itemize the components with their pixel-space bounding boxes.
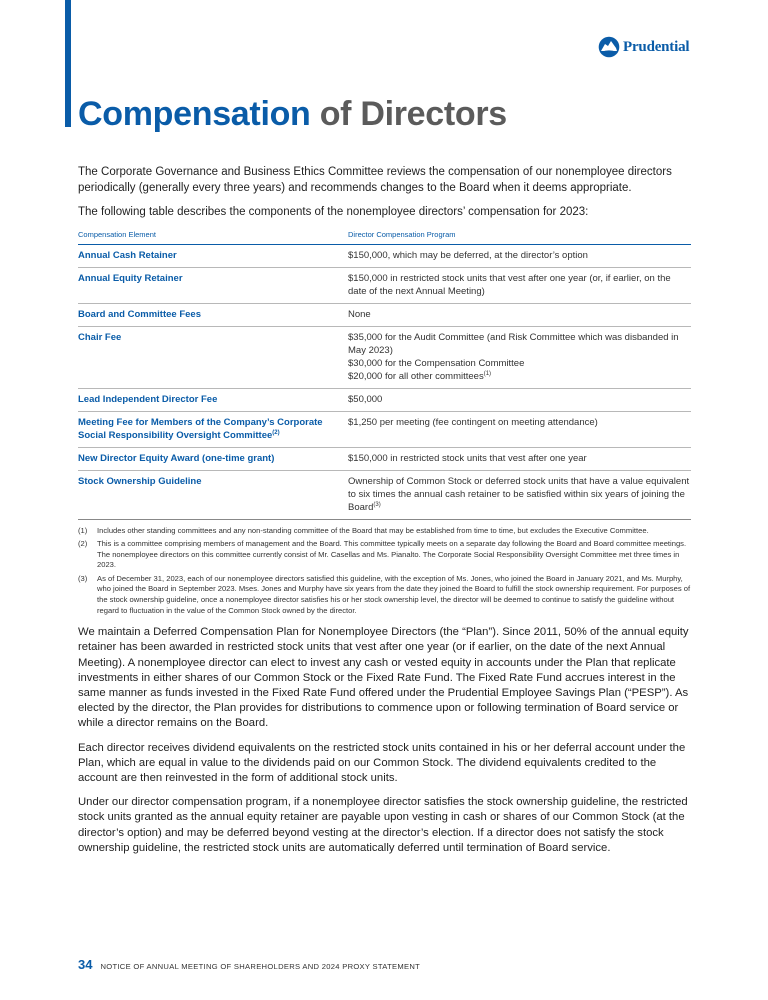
compensation-program: $150,000, which may be deferred, at the director’s option <box>348 244 691 267</box>
table-row <box>78 303 691 326</box>
footnote-text: Includes other standing committees and any non-standing committee of the Board that may be established from time to time, but excludes the Executive Committee. <box>97 525 649 535</box>
table-row <box>78 411 691 447</box>
table-row <box>78 470 691 519</box>
compensation-element: Chair Fee <box>78 326 348 388</box>
page-number: 34 <box>78 957 93 972</box>
compensation-element: Annual Cash Retainer <box>78 244 348 267</box>
table-row <box>78 388 691 411</box>
body-paragraph: We maintain a Deferred Compensation Plan for Nonemployee Directors (the “Plan”). Since 2011, 50% of the annual equity retainer has been awarded in restricted stock units that vest after one year (or if earlier, on the date of the next Annual Meeting). A nonemployee director can elect to invest any cash or vested equity in accounts under the Plan that replicate investments in either shares of our Common Stock or the Fixed Rate Fund. The Fixed Rate Fund accrues interest in the same manner as funds invested in the Fixed Rate Fund offered under the Prudential Employee Savings Plan (“PESP”). As elected by the director, the Plan provides for distributions to commence upon or following termination of Board service or while a director remains on the Board. <box>78 626 689 730</box>
footnote <box>78 539 692 571</box>
footnote-ref: (1) <box>483 370 492 377</box>
compensation-program: $1,250 per meeting (fee contingent on meeting attendance) <box>348 411 691 447</box>
footnote-ref: (2) <box>272 429 280 436</box>
title-rest: of Directors <box>319 95 507 133</box>
compensation-program: $150,000 in restricted stock units that vest after one year (or, if earlier, on the date of the next Annual Meeting) <box>348 267 691 303</box>
compensation-program: Ownership of Common Stock or deferred stock units that have a value equivalent to six times the annual cash retainer to be satisfied within six years of joining the Board$^{(3)}$ <box>348 470 691 519</box>
rock-of-gibraltar-icon <box>598 36 620 58</box>
table-header-row <box>78 230 691 245</box>
compensation-element: New Director Equity Award (one-time grant) <box>78 447 348 470</box>
intro-paragraph: The Corporate Governance and Business Ethics Committee reviews the compensation of our nonemployee directors periodically (generally every three years) and recommends changes to the Board when it deems appropriate. <box>78 166 672 194</box>
footnote <box>78 574 692 616</box>
compensation-table <box>78 230 691 520</box>
column-header: Compensation Element <box>78 230 348 245</box>
body-paragraph: Each director receives dividend equivalents on the restricted stock units contained in his or her deferral account under the Plan, which are equal in value to the dividends paid on our Common Stock. The dividend equivalents credited to the account are then reinvested in the form of additional stock units. <box>78 741 686 785</box>
intro-paragraph: The following table describes the components of the nonemployee directors’ compensation for 2023: <box>78 206 589 218</box>
compensation-element: Annual Equity Retainer <box>78 267 348 303</box>
footnote-number: (3) <box>78 573 88 583</box>
compensation-element: Meeting Fee for Members of the Company’s Corporate Social Responsibility Oversight Committee$^{(2)}$ <box>78 411 348 447</box>
table-row <box>78 447 691 470</box>
compensation-program: $150,000 in restricted stock units that vest after one year <box>348 447 691 470</box>
page-footer <box>78 957 420 972</box>
compensation-program: None <box>348 303 691 326</box>
accent-bar <box>65 0 71 127</box>
compensation-element: Stock Ownership Guideline <box>78 470 348 519</box>
footnote-number: (1) <box>78 525 88 535</box>
compensation-program: $35,000 for the Audit Committee (and Risk Committee which was disbanded in May 2023) $30,000 for the Compensation Committee $20,000 for all other committees$^{(1)}$ <box>348 326 691 388</box>
column-header: Director Compensation Program <box>348 230 691 245</box>
compensation-program: $50,000 <box>348 388 691 411</box>
title-emphasis: Compensation <box>78 95 311 133</box>
prudential-logo <box>598 36 689 58</box>
main-content <box>78 165 692 856</box>
body-paragraph: Under our director compensation program, if a nonemployee director satisfies the stock ownership guideline, the restricted stock units granted as the annual equity retainer are payable upon vesting in cash or shares of our Common Stock (at the director’s option) and may be deferred beyond vesting at the director’s election. If a director does not satisfy the stock ownership guideline, the restricted stock units are automatically deferred until termination of Board service. <box>78 796 688 854</box>
footnote <box>78 526 692 537</box>
compensation-element: Board and Committee Fees <box>78 303 348 326</box>
footnotes <box>78 526 692 617</box>
compensation-element: Lead Independent Director Fee <box>78 388 348 411</box>
footnote-text: As of December 31, 2023, each of our nonemployee directors satisfied this guideline, with the exception of Ms. Jones, who joined the Board in January 2021, and Ms. Murphy, who joined the Board in September 2023. Mses. Jones and Murphy have six years from the date they joined the Board to fulfill the stock ownership requirement. For purposes of the stock ownership guideline, once a nonemployee director satisfies his or her stock ownership level, the director will be deemed to continue to satisfy the guideline without regard to fluctuation in the value of the Common Stock owned by the director. <box>97 573 691 615</box>
footnote-text: This is a committee comprising members of management and the Board. This committee typically meets on a separate day following the Board and Board committee meetings. The nonemployee directors on this committee currently consist of Mr. Casellas and Ms. Pianalto. The Corporate Social Responsibility Oversight Committee met three times in 2023. <box>97 539 687 570</box>
table-row <box>78 326 691 388</box>
footer-text: NOTICE OF ANNUAL MEETING OF SHAREHOLDERS AND 2024 PROXY STATEMENT <box>100 962 421 971</box>
page-title <box>78 93 507 135</box>
logo-wordmark: Prudential <box>623 38 690 55</box>
table-row <box>78 244 691 267</box>
footnote-ref: (3) <box>373 501 381 508</box>
table-row <box>78 267 691 303</box>
footnote-number: (2) <box>78 539 88 549</box>
